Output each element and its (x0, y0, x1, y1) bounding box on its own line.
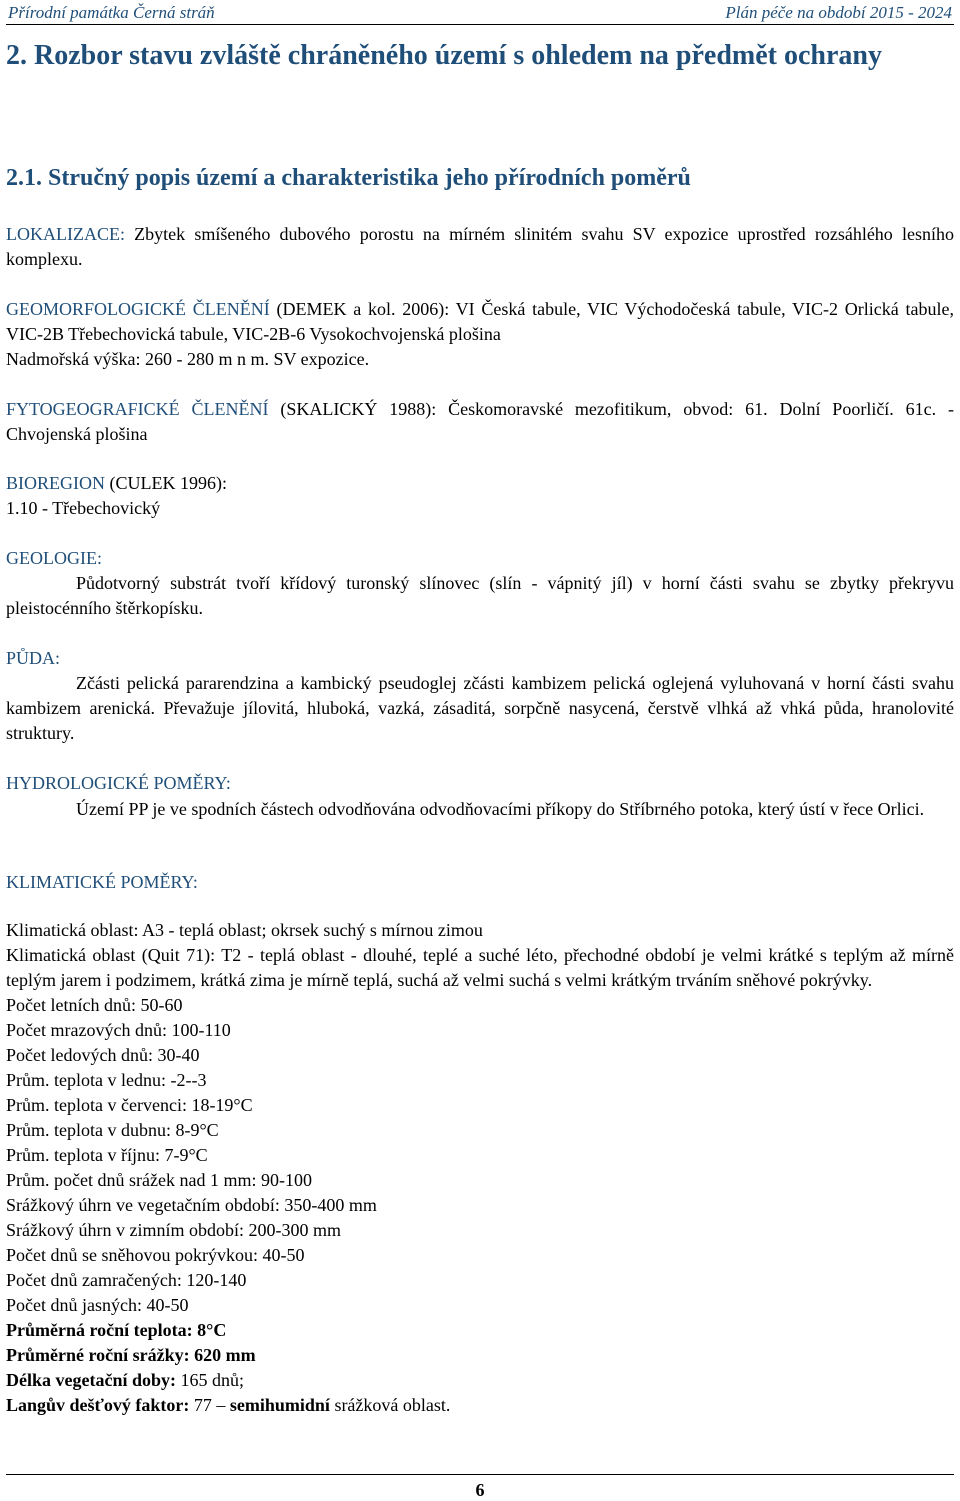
klima-line: Prům. počet dnů srážek nad 1 mm: 90-100 (6, 1170, 312, 1190)
altitude-line: Nadmořská výška: 260 - 280 m n m. SV expozice. (6, 349, 370, 369)
page-header (6, 2, 954, 25)
lang-factor-value: 77 – (189, 1395, 230, 1415)
bioregion-block (6, 471, 954, 521)
fytogeo-label: FYTOGEOGRAFICKÉ ČLENĚNÍ (6, 399, 269, 419)
klima-oblast-a3: Klimatická oblast: A3 - teplá oblast; okrsek suchý s mírnou zimou (6, 920, 483, 940)
hydro-text: Území PP je ve spodních částech odvodňována odvodňovacími příkopy do Stříbrného potoka, který ústí v řece Orlici. (76, 799, 925, 819)
section-title: 2. Rozbor stavu zvláště chráněného území s ohledem na předmět ochrany (6, 40, 882, 71)
geologie-label: GEOLOGIE: (6, 548, 102, 568)
klima-line: Srážkový úhrn ve vegetačním období: 350-400 mm (6, 1195, 377, 1215)
puda-label: PŮDA: (6, 648, 61, 668)
veg-period-label: Délka vegetační doby: (6, 1370, 176, 1390)
klima-oblast-quitt: Klimatická oblast (Quit 71): T2 - teplá oblast - dlouhé, teplé a suché léto, přechodné období je velmi krátké s teplým až mírně teplým jarem i podzimem, krátká zima je mírně teplá, suchá až velmi suchá s velmi krátkým trváním sněhové pokrývky. (6, 945, 954, 990)
fytogeo-paragraph (6, 397, 954, 447)
header-right: Plán péče na období 2015 - 2024 (725, 3, 952, 22)
bioregion-value: 1.10 - Třebechovický (6, 498, 161, 518)
fytogeo-text: (SKALICKÝ 1988): Českomoravské mezofitikum, obvod: 61. Dolní Poorličí. 61c. - Chvojenská plošina (6, 399, 954, 444)
hydro-label: HYDROLOGICKÉ POMĚRY: (6, 773, 231, 793)
header-left: Přírodní památka Černá stráň (8, 3, 215, 22)
klima-line: Srážkový úhrn v zimním období: 200-300 mm (6, 1220, 341, 1240)
veg-period-line (6, 1368, 954, 1393)
klima-line: Počet dnů zamračených: 120-140 (6, 1270, 247, 1290)
geomorf-paragraph (6, 297, 954, 347)
klima-line: Počet ledových dnů: 30-40 (6, 1045, 200, 1065)
geomorf-text: (DEMEK a kol. 2006): VI Česká tabule, VIC Východočeská tabule, VIC-2 Orlická tabule, VIC-2B Třebechovická tabule, VIC-2B-6 Vysokochvojenská plošina (6, 299, 954, 344)
bioregion-text: (CULEK 1996): (105, 473, 227, 493)
lang-factor-label: Langův dešťový faktor: (6, 1395, 190, 1415)
geologie-text: Půdotvorný substrát tvoří křídový turonský slínovec (slín - vápnitý jíl) v horní části svahu se zbytky překryvu pleistocénního štěrkopísku. (6, 573, 954, 618)
klima-line: Počet dnů se sněhovou pokrývkou: 40-50 (6, 1245, 305, 1265)
avg-precip-line: Průměrné roční srážky: 620 mm (6, 1345, 256, 1365)
klima-line: Počet letních dnů: 50-60 (6, 995, 183, 1015)
avg-temp-line: Průměrná roční teplota: 8°C (6, 1320, 227, 1340)
klima-block (6, 918, 954, 1418)
geomorf-label: GEOMORFOLOGICKÉ ČLENĚNÍ (6, 299, 270, 319)
klima-line: Prům. teplota v lednu: -2--3 (6, 1070, 207, 1090)
klima-line: Prům. teplota v červenci: 18-19°C (6, 1095, 253, 1115)
footer-divider (6, 1474, 954, 1475)
lang-factor-bold: semihumidní (229, 1395, 330, 1415)
klima-line: Prům. teplota v dubnu: 8-9°C (6, 1120, 219, 1140)
puda-text: Zčásti pelická pararendzina a kambický pseudoglej zčásti kambizem pelická oglejená vyluhovaná v horní části svahu kambizem arenická. Převažuje jílovitá, hluboká, vazká, zásaditá, sorpčně nasycená, čerstvě vlhká až vhká půda, hranolovité struktury. (6, 673, 954, 743)
lokalizace-label: LOKALIZACE: (6, 224, 125, 244)
lang-factor-tail: srážková oblast. (329, 1395, 451, 1415)
veg-period-value: 165 dnů; (176, 1370, 245, 1390)
lokalizace-paragraph (6, 222, 954, 272)
lang-factor-line (6, 1393, 954, 1418)
klima-label: KLIMATICKÉ POMĚRY: (6, 872, 198, 892)
lokalizace-text: Zbytek smíšeného dubového porostu na mírném slinitém svahu SV expozice uprostřed rozsáhlého lesního komplexu. (6, 224, 954, 269)
klima-line: Počet dnů jasných: 40-50 (6, 1295, 189, 1315)
page-number: 6 (475, 1480, 485, 1500)
klima-line: Počet mrazových dnů: 100-110 (6, 1020, 231, 1040)
bioregion-label: BIOREGION (6, 473, 105, 493)
klima-line: Prům. teplota v říjnu: 7-9°C (6, 1145, 208, 1165)
subsection-title: 2.1. Stručný popis území a charakteristika jeho přírodních poměrů (6, 165, 691, 191)
